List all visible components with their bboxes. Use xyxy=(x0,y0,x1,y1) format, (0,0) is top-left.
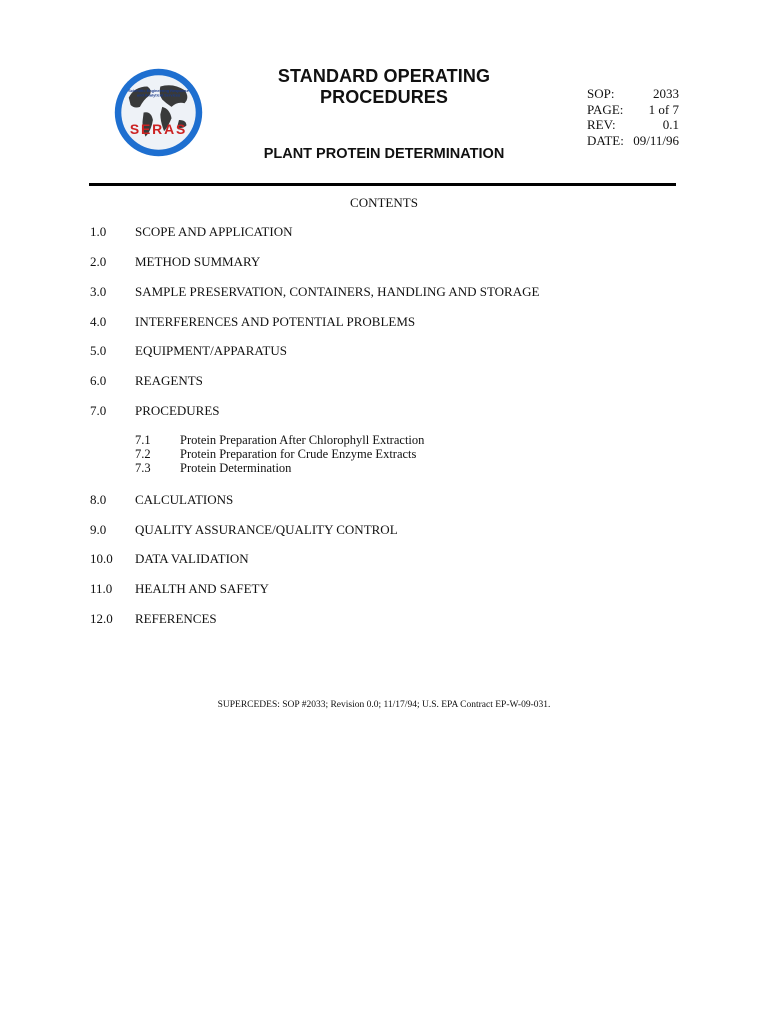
toc-title: METHOD SUMMARY xyxy=(135,254,261,269)
meta-value: 2033 xyxy=(653,86,679,101)
toc-title: CALCULATIONS xyxy=(135,492,234,507)
toc-subnumber: 7.1 xyxy=(135,433,151,447)
toc-title: PROCEDURES xyxy=(135,403,220,418)
toc-number: 5.0 xyxy=(90,343,107,358)
toc-item xyxy=(0,611,768,626)
toc-number: 12.0 xyxy=(90,611,113,626)
toc-item xyxy=(0,343,768,358)
meta-value: 0.1 xyxy=(662,117,679,132)
toc-title: EQUIPMENT/APPARATUS xyxy=(135,343,287,358)
toc-number: 6.0 xyxy=(90,373,107,388)
toc-item xyxy=(0,403,768,418)
toc-number: 4.0 xyxy=(90,314,107,329)
toc-subitem xyxy=(0,461,768,475)
meta-label: REV: xyxy=(587,117,616,132)
logo-tagline-1: Scientific Engineering Response xyxy=(128,88,189,94)
meta-value: 09/11/96 xyxy=(633,132,679,148)
toc-item xyxy=(0,284,768,299)
toc-subtitle: Protein Preparation After Chlorophyll Extraction xyxy=(180,433,425,447)
toc-number: 9.0 xyxy=(90,522,107,537)
toc-subitem xyxy=(0,447,768,461)
toc-item xyxy=(0,522,768,537)
supercedes-note: SUPERCEDES: SOP #2033; Revision 0.0; 11/17/94; U.S. EPA Contract EP-W-09-031. xyxy=(217,700,551,710)
seras-logo xyxy=(112,66,205,159)
toc-number: 7.0 xyxy=(90,403,107,418)
toc-number: 8.0 xyxy=(90,492,107,507)
meta-value: 1 of 7 xyxy=(648,101,679,117)
toc-item xyxy=(0,581,768,596)
document-subtitle: PLANT PROTEIN DETERMINATION xyxy=(263,146,505,162)
meta-row-sop xyxy=(587,86,679,102)
header-divider xyxy=(89,183,676,186)
toc-title: SAMPLE PRESERVATION, CONTAINERS, HANDLING AND STORAGE xyxy=(135,284,540,299)
meta-label: DATE: xyxy=(587,132,624,148)
toc-subtitle: Protein Determination xyxy=(180,461,292,475)
logo-tagline-2: and Analytical Services xyxy=(136,92,181,98)
toc-number: 10.0 xyxy=(90,551,113,566)
toc-item xyxy=(0,224,768,239)
toc-number: 1.0 xyxy=(90,224,107,239)
toc-item xyxy=(0,314,768,329)
meta-row-rev xyxy=(587,117,679,133)
toc-title: REFERENCES xyxy=(135,611,217,626)
toc-title: INTERFERENCES AND POTENTIAL PROBLEMS xyxy=(135,314,416,329)
toc-title: SCOPE AND APPLICATION xyxy=(135,224,293,239)
toc-title: REAGENTS xyxy=(135,373,203,388)
toc-item xyxy=(0,492,768,507)
toc-title: HEALTH AND SAFETY xyxy=(135,581,269,596)
contents-heading: CONTENTS xyxy=(350,195,418,210)
toc-subnumber: 7.3 xyxy=(135,461,151,475)
meta-row-date xyxy=(587,133,679,149)
toc-number: 3.0 xyxy=(90,284,107,299)
toc-item xyxy=(0,551,768,566)
sop-meta-block xyxy=(587,86,679,148)
toc-subitem xyxy=(0,433,768,447)
toc-number: 2.0 xyxy=(90,254,107,269)
toc-title: QUALITY ASSURANCE/QUALITY CONTROL xyxy=(135,522,398,537)
toc-subnumber: 7.2 xyxy=(135,447,151,461)
toc-item xyxy=(0,373,768,388)
toc-subtitle: Protein Preparation for Crude Enzyme Extracts xyxy=(180,447,417,461)
logo-inner-disc xyxy=(121,75,195,149)
meta-row-page xyxy=(587,102,679,118)
meta-label: PAGE: xyxy=(587,101,624,117)
toc-number: 11.0 xyxy=(90,581,113,596)
toc-item xyxy=(0,254,768,269)
meta-label: SOP: xyxy=(587,86,615,101)
logo-wordmark: SERAS xyxy=(129,120,188,137)
toc-title: DATA VALIDATION xyxy=(135,551,249,566)
document-title: STANDARD OPERATING PROCEDURES xyxy=(277,66,491,107)
